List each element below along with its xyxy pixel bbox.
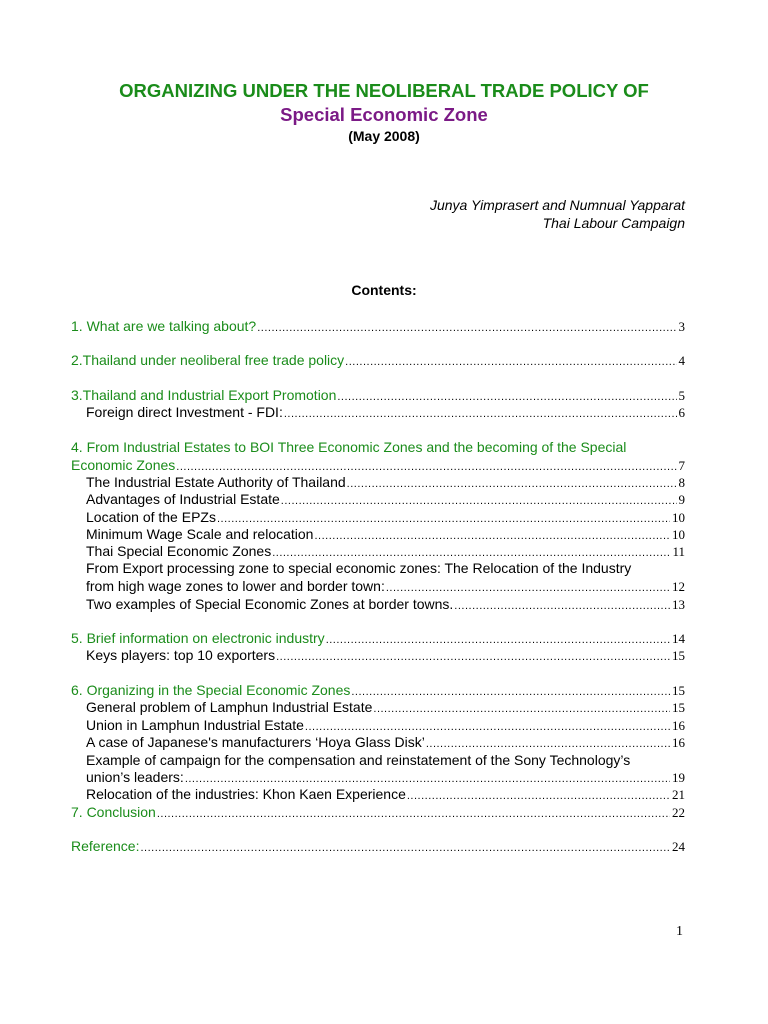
toc-entry-title: Relocation of the industries: Khon Kaen Experience	[86, 786, 406, 802]
toc-entry-6c[interactable]	[86, 733, 685, 751]
toc-entry-4a[interactable]	[86, 473, 685, 491]
toc-page-number: 10	[672, 527, 685, 542]
toc-page-number: 19	[672, 770, 685, 785]
toc-entry-title: 6. Organizing in the Special Economic Zones	[71, 682, 351, 698]
toc-page-number: 24	[672, 839, 685, 854]
toc-page-number: 6	[678, 405, 685, 420]
toc-leader-dots	[284, 405, 677, 421]
toc-entry-4[interactable]	[71, 456, 685, 474]
toc-page-number: 13	[672, 597, 685, 612]
toc-entry-4-first-line[interactable]: 4. From Industrial Estates to BOI Three Economic Zones and the becoming of the Special	[71, 439, 627, 455]
toc-page-number: 16	[672, 718, 685, 733]
toc-leader-dots	[281, 492, 677, 508]
toc-leader-dots	[257, 319, 676, 335]
toc-entry-title: Thai Special Economic Zones	[86, 543, 272, 559]
toc-page-number: 3	[678, 319, 685, 334]
toc-page-number: 21	[672, 787, 685, 802]
toc-leader-dots	[386, 579, 670, 595]
toc-entry-6d-first-line[interactable]: Example of campaign for the compensation and reinstatement of the Sony Technology’s	[86, 752, 631, 768]
toc-leader-dots	[314, 527, 670, 543]
toc-leader-dots	[140, 839, 670, 855]
toc-entry-4e[interactable]	[86, 542, 685, 560]
toc-leader-dots	[337, 388, 676, 404]
toc-page-number: 14	[672, 631, 685, 646]
toc-leader-dots	[426, 735, 670, 751]
toc-entry-title: A case of Japanese's manufacturers ‘Hoya Glass Disk’	[86, 734, 425, 750]
toc-leader-dots	[454, 597, 670, 613]
toc-entry-6e[interactable]	[86, 785, 685, 803]
toc-page-number: 5	[678, 388, 685, 403]
toc-entry-title: 7. Conclusion	[71, 804, 156, 820]
toc-entry-4b[interactable]	[86, 490, 685, 508]
toc-page-number: 15	[672, 648, 685, 663]
toc-page-number: 10	[672, 510, 685, 525]
toc-page-number: 11	[672, 544, 685, 559]
toc-page-number: 9	[678, 492, 685, 507]
toc-entry-title: Location of the EPZs	[86, 509, 216, 525]
authors-block	[430, 196, 685, 232]
toc-leader-dots	[351, 683, 670, 699]
author-organization: Thai Labour Campaign	[542, 215, 685, 231]
toc-leader-dots	[272, 544, 670, 560]
toc-entry-title: 2.Thailand under neoliberal free trade policy	[71, 352, 345, 368]
toc-entry-3a[interactable]	[86, 403, 685, 421]
toc-page-number: 8	[678, 475, 685, 490]
toc-entry-reference[interactable]	[71, 837, 685, 855]
document-subtitle: Special Economic Zone	[280, 104, 488, 125]
toc-entry-6a[interactable]	[86, 698, 685, 716]
toc-entry-title: Union in Lamphun Industrial Estate	[86, 717, 304, 733]
toc-entry-title: Keys players: top 10 exporters	[86, 647, 276, 663]
document-title: ORGANIZING UNDER THE NEOLIBERAL TRADE POLICY OF	[119, 80, 649, 101]
toc-entry-title: 1. What are we talking about?	[71, 318, 257, 334]
toc-leader-dots	[373, 700, 670, 716]
toc-entry-4c[interactable]	[86, 508, 685, 526]
toc-entry-6d[interactable]	[86, 768, 685, 786]
toc-entry-title: Reference:	[71, 838, 140, 854]
toc-leader-dots	[326, 631, 670, 647]
toc-page-number: 22	[672, 805, 685, 820]
page-number: 1	[676, 924, 683, 939]
toc-entry-title: 5. Brief information on electronic industry	[71, 630, 325, 646]
toc-leader-dots	[276, 648, 670, 664]
toc-entry-5a[interactable]	[86, 646, 685, 664]
toc-entry-4f-first-line[interactable]: From Export processing zone to special economic zones: The Relocation of the Industry	[86, 560, 632, 576]
toc-leader-dots	[305, 718, 670, 734]
toc-entry-title: Minimum Wage Scale and relocation	[86, 526, 314, 542]
toc-page-number: 12	[672, 579, 685, 594]
toc-entry-title: General problem of Lamphun Industrial Estate	[86, 699, 373, 715]
toc-entry-title: union’s leaders:	[86, 769, 184, 785]
toc-page-number: 7	[678, 458, 685, 473]
toc-page-number: 15	[672, 700, 685, 715]
toc-entry-5[interactable]	[71, 629, 685, 647]
document-date: (May 2008)	[348, 128, 420, 144]
toc-leader-dots	[345, 353, 676, 369]
toc-entry-2[interactable]	[71, 351, 685, 369]
toc-leader-dots	[407, 787, 670, 803]
toc-leader-dots	[347, 475, 677, 491]
toc-entry-title: Economic Zones	[71, 457, 176, 473]
toc-entry-title: from high wage zones to lower and border town:	[86, 578, 385, 594]
toc-entry-title: Two examples of Special Economic Zones at border towns.	[86, 596, 454, 612]
toc-entry-4f[interactable]	[86, 577, 685, 595]
toc-page-number: 4	[678, 353, 685, 368]
toc-entry-6b[interactable]	[86, 716, 685, 734]
toc-page-number: 16	[672, 735, 685, 750]
toc-leader-dots	[185, 770, 670, 786]
toc-entry-4g[interactable]	[86, 595, 685, 613]
toc-entry-title: The Industrial Estate Authority of Thailand	[86, 474, 346, 490]
toc-page-number: 15	[672, 683, 685, 698]
toc-entry-3[interactable]	[71, 386, 685, 404]
toc-leader-dots	[157, 805, 670, 821]
contents-heading: Contents:	[351, 282, 417, 298]
toc-leader-dots	[217, 510, 670, 526]
toc-entry-1[interactable]	[71, 317, 685, 335]
toc-entry-6[interactable]	[71, 681, 685, 699]
toc-entry-title: 3.Thailand and Industrial Export Promotion	[71, 387, 337, 403]
toc-entry-title: Foreign direct Investment - FDI:	[86, 404, 283, 420]
toc-entry-title: Advantages of Industrial Estate	[86, 491, 280, 507]
toc-leader-dots	[176, 458, 676, 474]
toc-entry-7[interactable]	[71, 803, 685, 821]
author-names: Junya Yimprasert and Numnual Yapparat	[429, 197, 685, 213]
toc-entry-4d[interactable]	[86, 525, 685, 543]
